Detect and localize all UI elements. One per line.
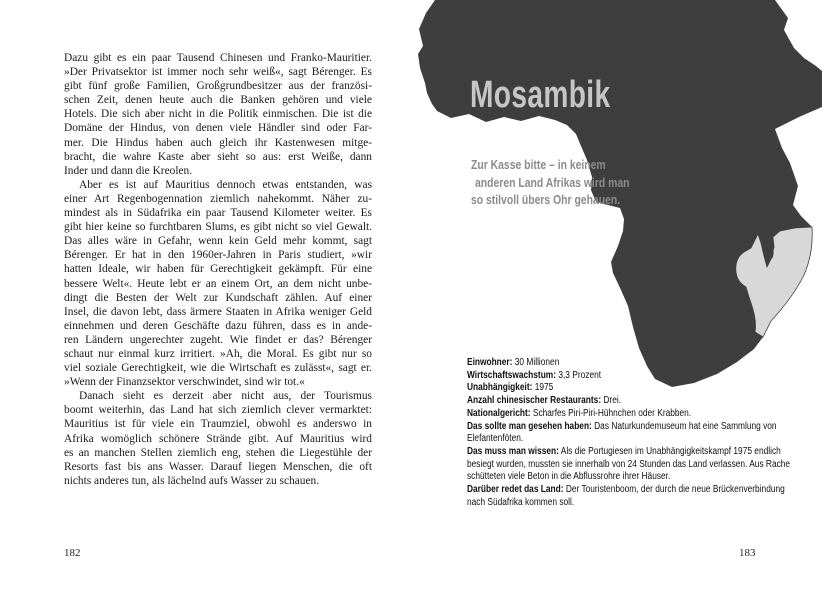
body-text-line: Resorts fast bis ans Wasser. Darauf liegen Menschen, die oft — [64, 460, 372, 473]
body-text-line: Danach sieht es derzeit aber nicht aus, der Tourismus — [79, 390, 372, 403]
body-text-line: mer. Die Hindus haben auch gleich ihr Kastenwesen mitge- — [64, 136, 372, 149]
body-text-line: viel soziale Gerechtigkeit, wie die Wirtschaft es zulässt«, sagt er. — [64, 362, 372, 375]
body-text-line: hatten Ideale, wir haben für Gerechtigkeit gekämpft. Für eine — [64, 263, 372, 276]
fact-value: 30 Millionen — [514, 357, 560, 368]
body-text-line: gibt hier keine so furchtbaren Slums, es gibt nicht so viel Gewalt. — [64, 221, 372, 234]
body-text-line: dingt die Besten der Welt zur Kundschaft zählen. Auf einer — [64, 291, 372, 304]
fact-item — [467, 421, 794, 446]
page-number-left: 182 — [64, 547, 81, 559]
body-text-line: Mauritius ist für viele ein Traumziel, obwohl es anderswo in — [64, 418, 372, 431]
body-text-line: Bérenger. Er hat in den 1960er-Jahren in Paris studiert, »wir — [64, 249, 372, 262]
body-text — [64, 51, 372, 488]
body-text-line: einer Art Regenbogennation ziemlich nahekommt. Näher zu- — [64, 192, 372, 205]
body-text-line: »Wenn der Finanzsektor verschwindet, sind wir tot.« — [64, 376, 305, 389]
body-text-line: Inder und dann die Kreolen. — [64, 164, 193, 177]
fact-label: Nationalgericht: — [467, 407, 531, 419]
lake-malawi — [768, 245, 773, 259]
body-text-line: Hotels. Die sich aber nicht in die Politik einmischen. Die ist die — [64, 108, 372, 121]
body-text-line: »Der Privatsektor ist immer noch sehr weiß«, sagt Bérenger. Es — [64, 66, 372, 79]
body-text-line: Domäne der Hindus, von denen viele Händler sind oder Far- — [64, 122, 372, 135]
fact-value: Das Naturkundemuseum hat eine Sammlung von Elefantenföten. — [467, 420, 777, 445]
subtitle-line: so stilvoll übers Ohr gehauen. — [471, 192, 621, 208]
subtitle-line: Zur Kasse bitte – in keinem — [471, 157, 606, 172]
fact-item — [467, 382, 794, 395]
fact-item — [467, 446, 794, 484]
fact-item — [467, 370, 794, 383]
body-text-line: bessere Welt«. Heute lebt er an einem Ort, an dem nicht unbe- — [64, 277, 372, 290]
fact-label: Unabhängigkeit: — [467, 382, 533, 394]
fact-value: Als die Portugiesen im Unabhängigkeitskampf 1975 endlich besiegt wurden, mussten sie innerhalb von 24 Stunden das Land verlassen. Aus Rache schütteten viele Beton in die Abflussrohre ihrer Häuser. — [467, 445, 791, 483]
body-text-line: Afrika womöglich schönere Strände gibt. Auf Mauritius wird — [64, 432, 372, 445]
facts-list — [467, 357, 794, 509]
fact-label: Einwohner: — [467, 357, 513, 368]
fact-label: Darüber redet das Land: — [467, 484, 564, 496]
body-text-line: nichts anderes tun, als lächelnd aufs Wasser zu schauen. — [64, 474, 320, 487]
body-text-line: Insel, die davon lebt, dass ärmere Staaten in Afrika weniger Geld — [64, 305, 372, 318]
fact-value: 1975 — [534, 382, 554, 394]
fact-item — [467, 395, 794, 408]
fact-value: 3,3 Prozent — [558, 369, 602, 381]
fact-value: Scharfes Piri-Piri-Hühnchen oder Krabben. — [532, 407, 692, 419]
body-text-line: Das alles wäre in Gefahr, wenn kein Geld mehr kommt, sagt — [64, 235, 372, 248]
body-text-line: es an manchen Stellen ziemlich eng, stehen die Liegestühle der — [64, 446, 372, 459]
subtitle-line: anderen Land Afrikas wird man — [475, 174, 630, 190]
body-text-line: gibt fünf große Familien, Großgrundbesitzer aus der französi- — [64, 80, 372, 93]
body-text-line: schaut nur einmal kurz irritiert. »Ah, die Moral. Es gibt nur so — [64, 347, 372, 360]
fact-item — [467, 357, 794, 370]
fact-item — [467, 408, 794, 421]
body-text-line: boomt weiterhin, das Land hat sich ziemlich clever vermarktet: — [64, 404, 372, 417]
chapter-subtitle — [471, 156, 630, 209]
fact-item — [467, 484, 794, 509]
fact-label: Das muss man wissen: — [467, 445, 559, 457]
body-text-line: bracht, die wahre Kaste aber sieht so aus: erst Weiße, dann — [64, 150, 372, 163]
fact-value: Drei. — [603, 395, 622, 407]
fact-value: Der Touristenboom, der durch die neue Brückenverbindung nach Südafrika kommen soll. — [467, 484, 785, 508]
body-text-line: schen Zeit, denen heute auch die Banken gehören und viele — [64, 94, 372, 107]
body-text-line: Aber es ist auf Mauritius dennoch etwas entstanden, was — [79, 178, 372, 191]
fact-label: Anzahl chinesischer Restaurants: — [467, 395, 602, 407]
body-text-line: einnehmen und deren Geschäfte dazu führen, dass es in ande- — [64, 319, 372, 332]
body-text-line: Dazu gibt es ein paar Tausend Chinesen und Franko-Mauritier. — [64, 52, 372, 64]
right-page — [392, 0, 822, 595]
chapter-title: Mosambik — [470, 74, 611, 116]
body-text-line: mindest als in Südafrika ein paar Tausend Kilometer weiter. Es — [64, 207, 372, 220]
page-number-right: 183 — [739, 547, 756, 559]
fact-label: Das sollte man gesehen haben: — [467, 420, 592, 432]
fact-label: Wirtschaftswachstum: — [467, 369, 557, 381]
body-text-line: ren Ländern ungerechter zugeht. Wie findet er das? Bérenger — [64, 333, 372, 346]
